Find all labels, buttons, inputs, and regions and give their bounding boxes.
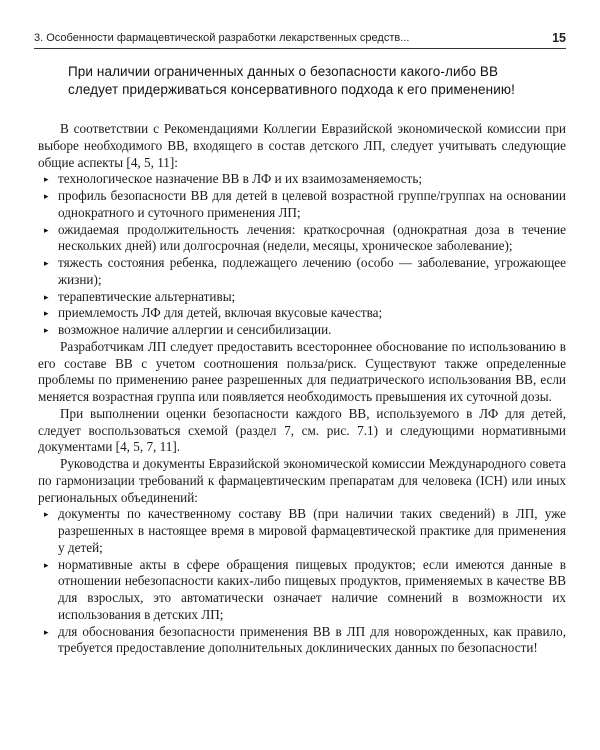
list-item-text: тяжесть состояния ребенка, подлежащего лечению (особо — заболевание, угрожающее жизни);: [58, 255, 566, 287]
bullet-icon: ▸: [44, 174, 49, 185]
highlight-callout: При наличии ограниченных данных о безопасности какого-либо ВВ следует придерживаться консервативного подхода к его применению!: [68, 64, 515, 97]
list-item: [38, 188, 566, 222]
list-item: [38, 305, 566, 322]
list-item: [38, 171, 566, 188]
bullet-icon: ▸: [44, 308, 49, 319]
bullet-icon: ▸: [44, 258, 49, 268]
bullet-icon: ▸: [44, 559, 49, 570]
documents-list: [38, 506, 566, 657]
page-number: 15: [552, 31, 566, 45]
bullet-icon: ▸: [44, 626, 49, 637]
list-item-text: документы по качественному составу ВВ (при наличии таких сведений) в ЛП, уже разрешенных в настоящее время в мировой фармацевтической практике для применения у детей;: [58, 506, 566, 555]
running-header: [34, 30, 566, 49]
list-item-text: ожидаемая продолжительность лечения: краткосрочная (однократная доза в течение нескольких дней) или долгосрочная (недели, месяцы, хроническое заболевание);: [58, 221, 566, 254]
list-item: [38, 255, 566, 289]
bullet-icon: ▸: [44, 325, 49, 335]
bullet-icon: ▸: [44, 191, 49, 201]
paragraph: Руководства и документы Евразийской экономической комиссии Международного совета по гармонизации требований к фармацевтическим препаратам для человека (ICH) или иных региональных объединений:: [38, 456, 566, 505]
list-item: [38, 557, 566, 624]
paragraph: Разработчикам ЛП следует предоставить всестороннее обоснование по использованию в его составе ВВ с учетом соотношения польза/риск. Существуют также определенные проблемы по применению ранее разрешенных для педиатрического использования ВВ, если меняется возрастная группа или появляется необходимость превышения их суточной дозы.: [38, 338, 566, 404]
bullet-icon: ▸: [44, 509, 49, 520]
list-item-text: технологическое назначение ВВ в ЛФ и их взаимозаменяемость;: [58, 171, 423, 187]
chapter-title: 3. Особенности фармацевтической разработки лекарственных средств...: [34, 32, 410, 44]
list-item-text: для обоснования безопасности применения ВВ в ЛП для новорожденных, как правило, требуется предоставление дополнительных доклинических данных по безопасности!: [58, 623, 566, 656]
aspects-list: [38, 171, 566, 339]
body-text: [38, 121, 566, 657]
bullet-icon: ▸: [44, 224, 49, 235]
list-item: [38, 506, 566, 556]
list-item-text: терапевтические альтернативы;: [58, 288, 236, 304]
list-item-text: профиль безопасности ВВ для детей в целевой возрастной группе/группах на основании однократного и суточного применения ЛП;: [58, 188, 566, 220]
bullet-icon: ▸: [44, 291, 49, 302]
list-item-text: возможное наличие аллергии и сенсибилизации.: [58, 322, 332, 337]
list-item-text: приемлемость ЛФ для детей, включая вкусовые качества;: [58, 305, 383, 321]
list-item: [38, 289, 566, 306]
list-item: [38, 222, 566, 256]
paragraph: В соответствии с Рекомендациями Коллегии Евразийской экономической комиссии при выборе необходимого ВВ, входящего в состав детского ЛП, следует учитывать следующие общие аспекты [4, 5, 11]:: [38, 121, 566, 170]
list-item-text: нормативные акты в сфере обращения пищевых продуктов; если имеются данные в отношении небезопасности каких-либо пищевых продуктов, применяемых в качестве ВВ для взрослых, это автоматически означает наличие сомнений в возможности их использования в детских ЛП;: [58, 556, 566, 622]
paragraph: При выполнении оценки безопасности каждого ВВ, используемого в ЛФ для детей, следует воспользоваться схемой (раздел 7, см. рис. 7.1) и следующими нормативными документами [4, 5, 7, 11].: [38, 405, 566, 455]
list-item: [38, 624, 566, 658]
list-item: [38, 322, 566, 339]
